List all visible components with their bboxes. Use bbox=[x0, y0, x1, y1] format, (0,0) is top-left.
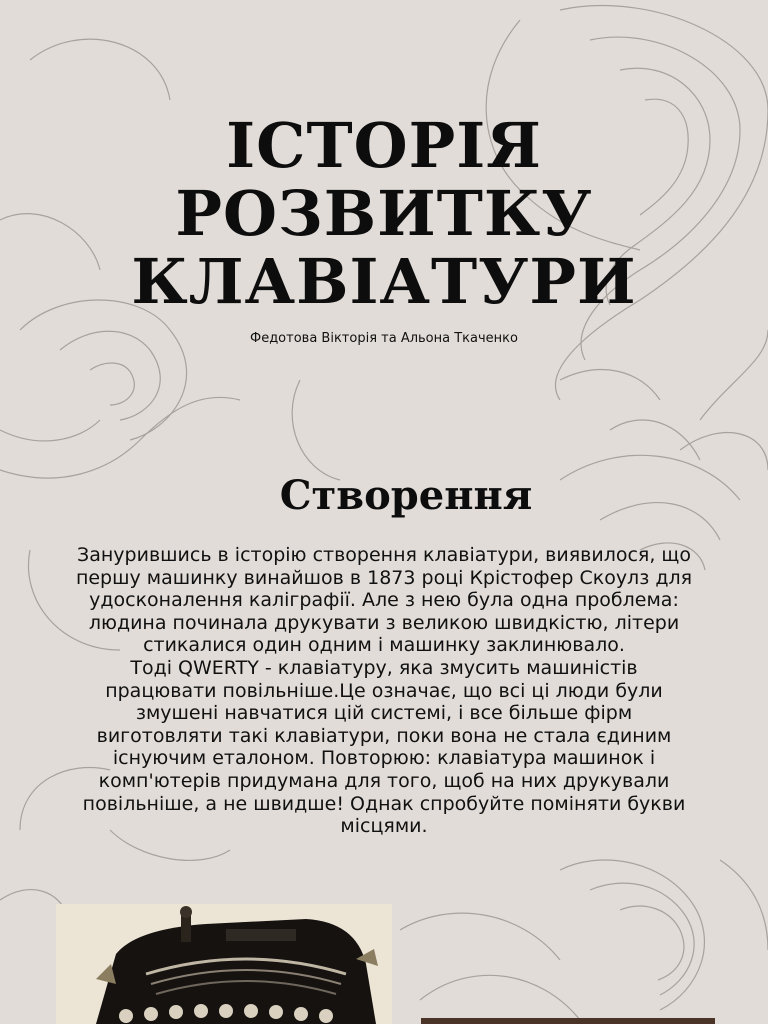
authors-subtitle: Федотова Вікторія та Альона Ткаченко bbox=[250, 331, 518, 346]
body-line: виготовляти такі клавіатури, поки вона не стала єдиним bbox=[96, 724, 672, 747]
body-line: комп'ютерів придумана для того, щоб на них друкували bbox=[98, 769, 670, 792]
secondary-photo bbox=[421, 1018, 715, 1024]
body-line: першу машинку винайшов в 1873 році Крістофер Скоулз для bbox=[75, 566, 693, 589]
body-line: місцями. bbox=[340, 815, 428, 838]
title-line: КЛАВІАТУРИ bbox=[131, 245, 637, 318]
body-line: повільніше, а не швидше! Однак спробуйте поміняти букви bbox=[82, 792, 686, 815]
title-line: РОЗВИТКУ bbox=[175, 177, 593, 250]
body-line: стикалися один одним і машинку заклинювало. bbox=[143, 634, 625, 657]
section-heading: Створення bbox=[279, 472, 533, 519]
body-line: змушені навчатися цій системі, і все більше фірм bbox=[135, 702, 633, 725]
page-title bbox=[0, 109, 768, 318]
body-line: Занурившись в історію створення клавіатури, виявилося, що bbox=[77, 544, 691, 566]
typewriter-photo bbox=[56, 904, 392, 1024]
body-line: людина починала друкувати з великою швидкістю, літери bbox=[88, 611, 680, 634]
section-body bbox=[30, 544, 738, 838]
body-line: існуючим еталоном. Повторюю: клавіатура машинок і bbox=[112, 747, 656, 770]
body-line: удосконалення каліграфії. Але з нею була одна проблема: bbox=[89, 589, 679, 612]
title-line: ІСТОРІЯ bbox=[226, 109, 542, 182]
body-line: Тоді QWERTY - клавіатуру, яка змусить машиністів bbox=[130, 656, 638, 679]
body-line: працювати повільніше.Це означає, що всі ці люди були bbox=[105, 679, 663, 702]
